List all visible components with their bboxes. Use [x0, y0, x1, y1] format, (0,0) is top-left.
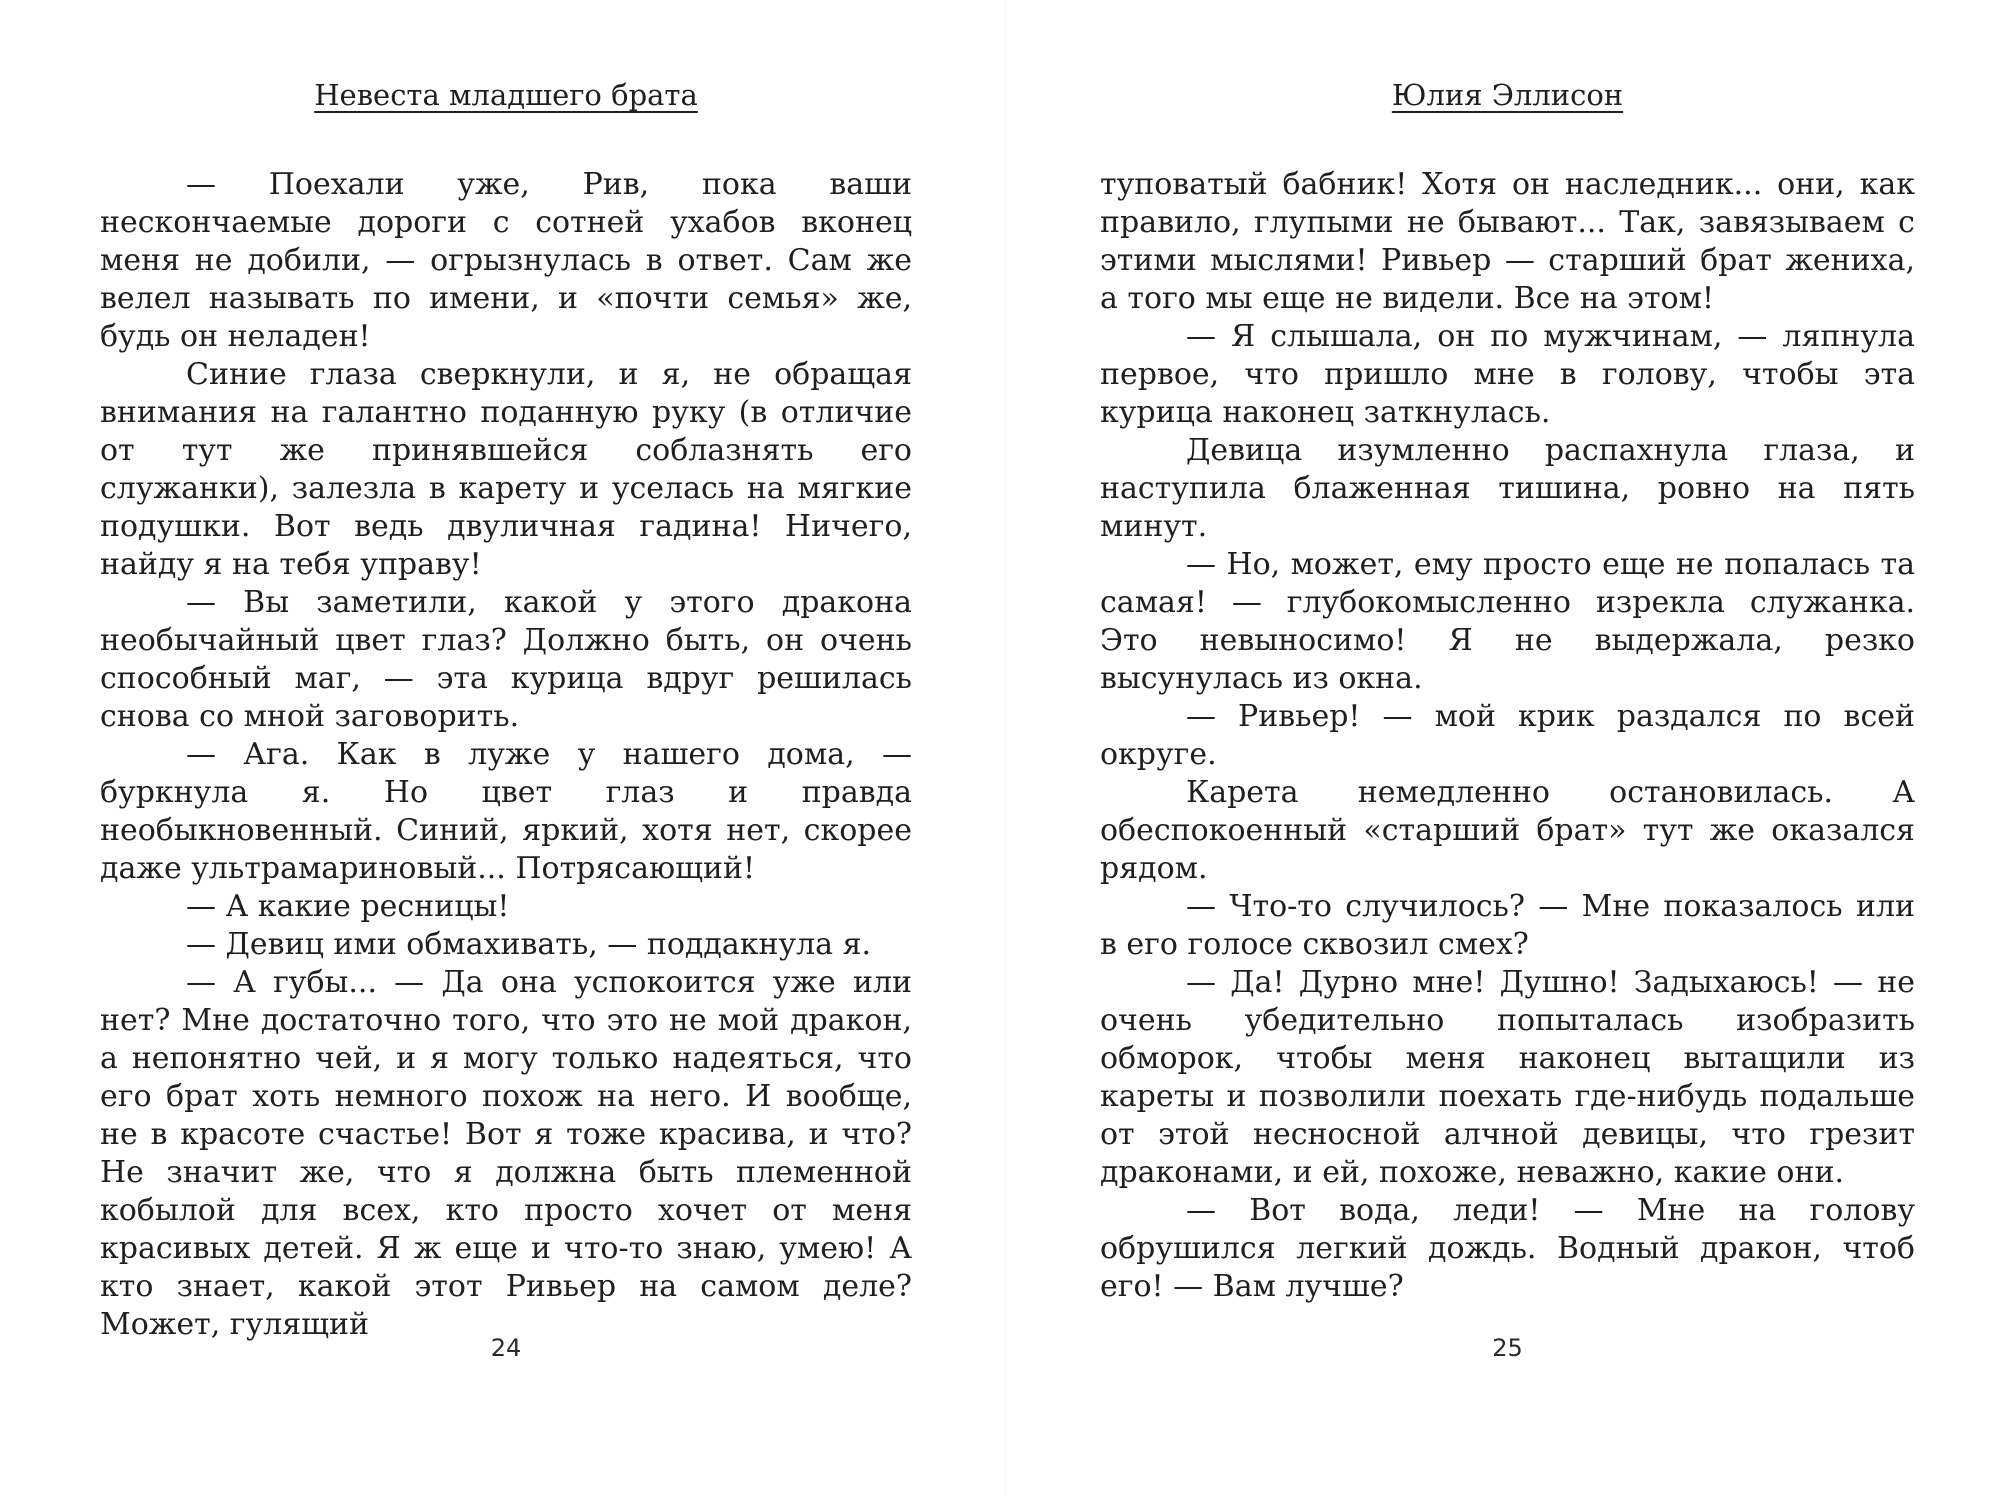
page-number-left: 24 [490, 1334, 522, 1362]
paragraph: — Я слышала, он по мужчинам, — ляпнула первое, что пришло мне в голову, чтобы эта курица наконец заткнулась. [1100, 319, 1915, 430]
paragraph: — Да! Дурно мне! Душно! Задыхаюсь! — не очень убедительно попыталась изобразить обморок, чтобы меня наконец вытащили из кареты и позволили поехать где-нибудь подальше от этой несносной алчной девицы, что грезит драконами, и ей, похоже, неважно, какие они. [1100, 965, 1915, 1190]
right-page-text [1100, 166, 1915, 1306]
paragraph: Карета немедленно остановилась. А обеспокоенный «старший брат» тут же оказался рядом. [1100, 775, 1915, 886]
paragraph: — А какие ресницы! [186, 889, 510, 924]
paragraph: — А губы... — Да она успокоится уже или нет? Мне достаточно того, что это не мой дракон, а непонятно чей, и я могу только надеяться, что его брат хоть немного похож на него. И вообще, не в красоте счастье! Вот я тоже красива, и что? Не значит же, что я должна быть племенной кобылой для всех, кто просто хочет от меня красивых детей. Я ж еще и что-то знаю, умею! А кто знает, какой этот Ривьер на самом деле? Может, гулящий [100, 965, 912, 1342]
paragraph: — Девиц ими обмахивать, — поддакнула я. [186, 927, 872, 962]
left-page-text [100, 166, 912, 1344]
paragraph: — Что-то случилось? — Мне показалось или в его голосе сквозил смех? [1100, 889, 1915, 962]
paragraph: — Вот вода, леди! — Мне на голову обрушился легкий дождь. Водный дракон, чтоб его! — Вам лучше? [1100, 1193, 1915, 1304]
paragraph: — Ага. Как в луже у нашего дома, — буркнула я. Но цвет глаз и правда необыкновенный. Синий, яркий, хотя нет, скорее даже ультрамариновый... Потрясающий! [100, 737, 912, 886]
paragraph: — Поехали уже, Рив, пока ваши нескончаемые дороги с сотней ухабов вконец меня не добили, — огрызнулась в ответ. Сам же велел называть по имени, и «почти семья» же, будь он неладен! [100, 167, 912, 354]
running-head-book-title: Невеста младшего брата [314, 78, 698, 112]
right-page [1000, 0, 2000, 1496]
running-head-author: Юлия Эллисон [1391, 78, 1624, 112]
paragraph: Девица изумленно распахнула глаза, и наступила блаженная тишина, ровно на пять минут. [1100, 433, 1915, 544]
paragraph: Синие глаза сверкнули, и я, не обращая внимания на галантно поданную руку (в отличие от тут же принявшейся соблазнять его служанки), залезла в карету и уселась на мягкие подушки. Вот ведь двуличная гадина! Ничего, найду я на тебя управу! [100, 357, 912, 582]
paragraph-continuation: туповатый бабник! Хотя он наследник... они, как правило, глупыми не бывают... Так, завязываем с этими мыслями! Ривьер — старший брат жениха, а того мы еще не видели. Все на этом! [1100, 167, 1915, 316]
paragraph: — Ривьер! — мой крик раздался по всей округе. [1100, 699, 1915, 772]
paragraph: — Вы заметили, какой у этого дракона необычайный цвет глаз? Должно быть, он очень способный маг, — эта курица вдруг решилась снова со мной заговорить. [100, 585, 912, 734]
page-number-right: 25 [1492, 1334, 1523, 1362]
paragraph: — Но, может, ему просто еще не попалась та самая! — глубокомысленно изрекла служанка. Это невыносимо! Я не выдержала, резко высунулась из окна. [1100, 547, 1915, 696]
